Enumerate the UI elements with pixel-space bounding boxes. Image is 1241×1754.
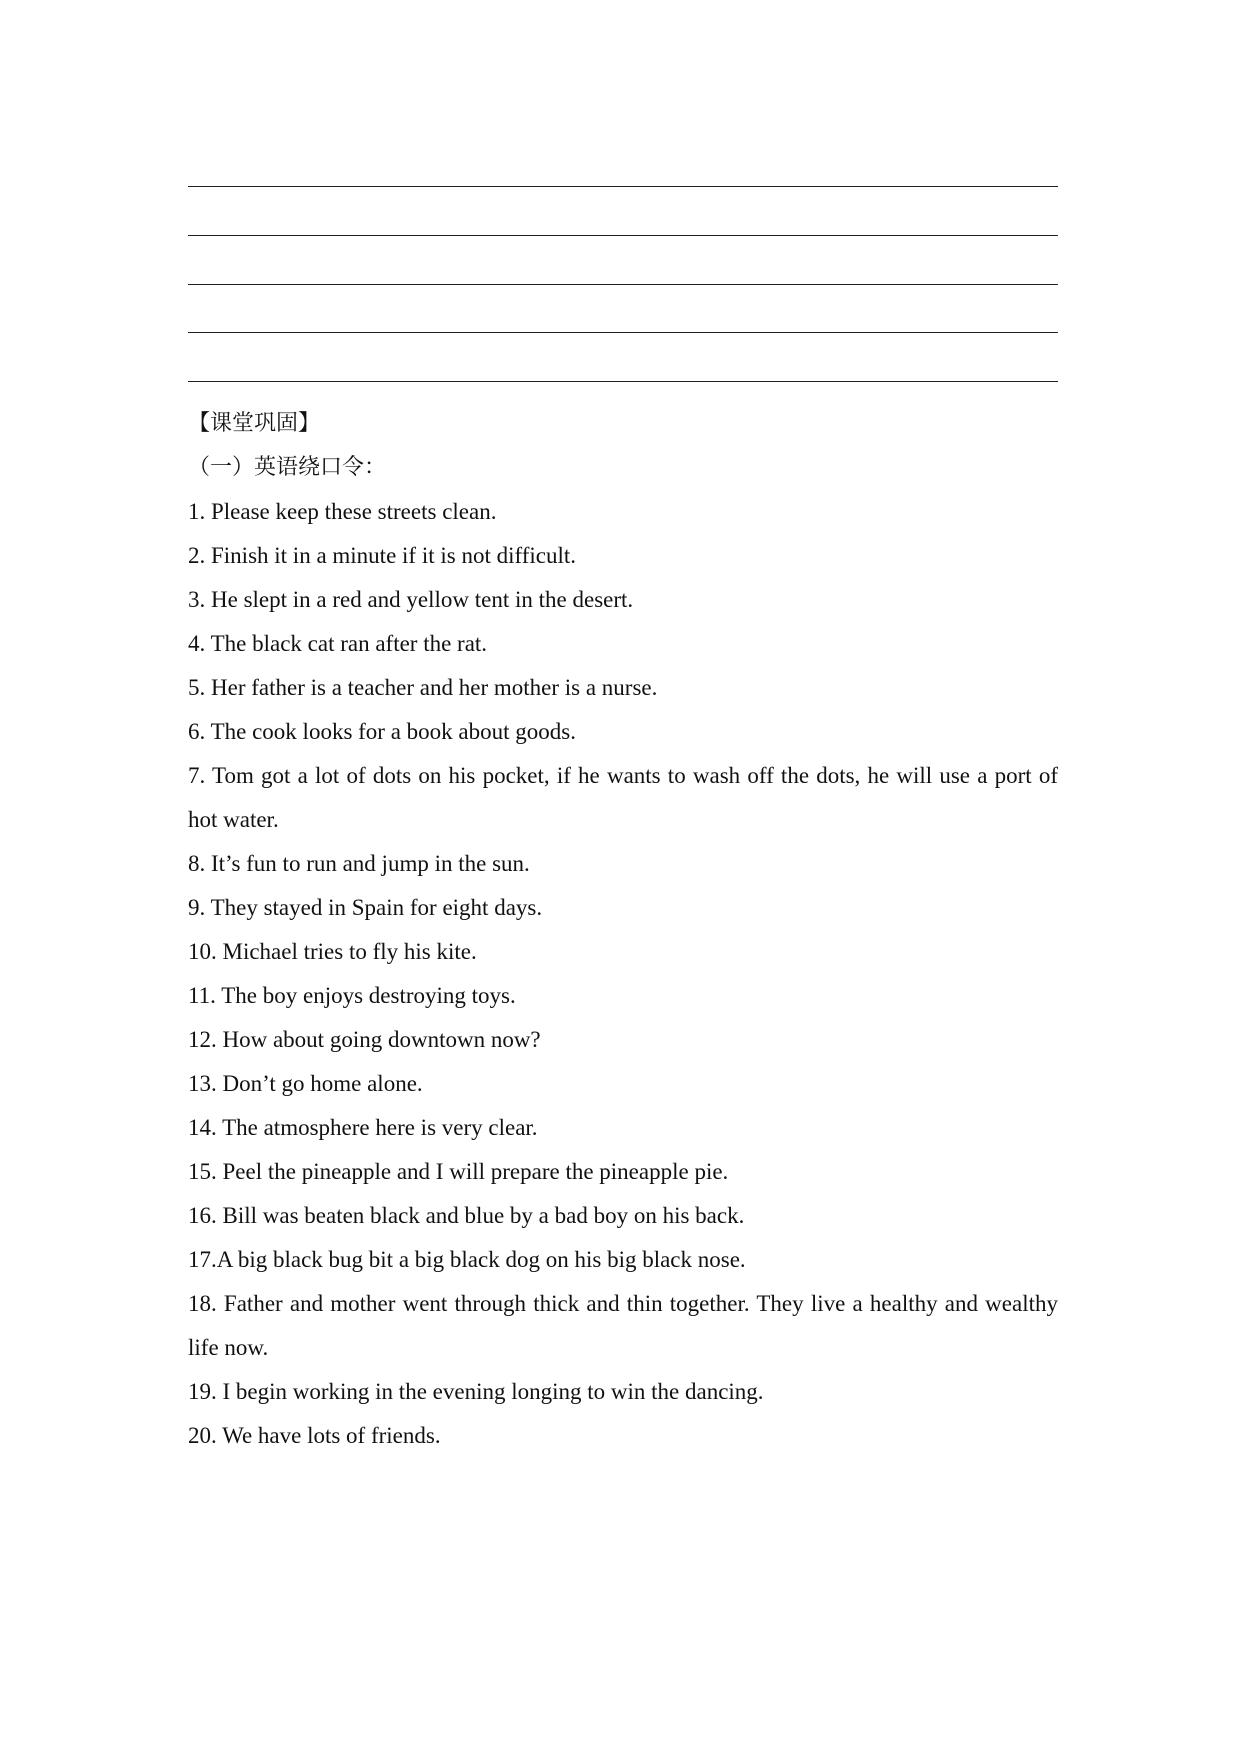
list-item: 12. How about going downtown now? xyxy=(188,1027,541,1052)
list-item: 2. Finish it in a minute if it is not difficult. xyxy=(188,543,577,568)
list-item: 20. We have lots of friends. xyxy=(188,1423,441,1448)
list-item: 5. Her father is a teacher and her mother is a nurse. xyxy=(188,675,658,700)
writing-line-5 xyxy=(188,381,1058,382)
list-item: 14. The atmosphere here is very clear. xyxy=(188,1115,538,1140)
list-item: 11. The boy enjoys destroying toys. xyxy=(188,983,516,1008)
list-item: 16. Bill was beaten black and blue by a bad boy on his back. xyxy=(188,1203,745,1228)
list-item: 3. He slept in a red and yellow tent in the desert. xyxy=(188,587,634,612)
list-item: 4. The black cat ran after the rat. xyxy=(188,631,488,656)
writing-line-2 xyxy=(188,235,1058,236)
list-item: 6. The cook looks for a book about goods. xyxy=(188,719,576,744)
list-item: 8. It’s fun to run and jump in the sun. xyxy=(188,851,530,876)
writing-line-1 xyxy=(188,186,1058,187)
list-item: 18. Father and mother went through thick and thin together. They live a healthy and wealthy life now. xyxy=(188,1291,1058,1360)
list-item: 10. Michael tries to fly his kite. xyxy=(188,939,477,964)
list-item: 15. Peel the pineapple and I will prepare the pineapple pie. xyxy=(188,1159,729,1184)
section-title: 【课堂巩固】 xyxy=(188,411,321,436)
subsection-title: （一）英语绕口令： xyxy=(188,455,387,480)
list-item: 1. Please keep these streets clean. xyxy=(188,499,497,524)
tongue-twister-section xyxy=(188,402,1058,1458)
writing-line-3 xyxy=(188,284,1058,285)
list-item: 9. They stayed in Spain for eight days. xyxy=(188,895,543,920)
list-item: 13. Don’t go home alone. xyxy=(188,1071,423,1096)
writing-line-4 xyxy=(188,332,1058,333)
list-item: 7. Tom got a lot of dots on his pocket, if he wants to wash off the dots, he will use a port of hot water. xyxy=(188,763,1058,832)
list-item: 17.A big black bug bit a big black dog on his big black nose. xyxy=(188,1247,746,1272)
list-item: 19. I begin working in the evening longing to win the dancing. xyxy=(188,1379,764,1404)
